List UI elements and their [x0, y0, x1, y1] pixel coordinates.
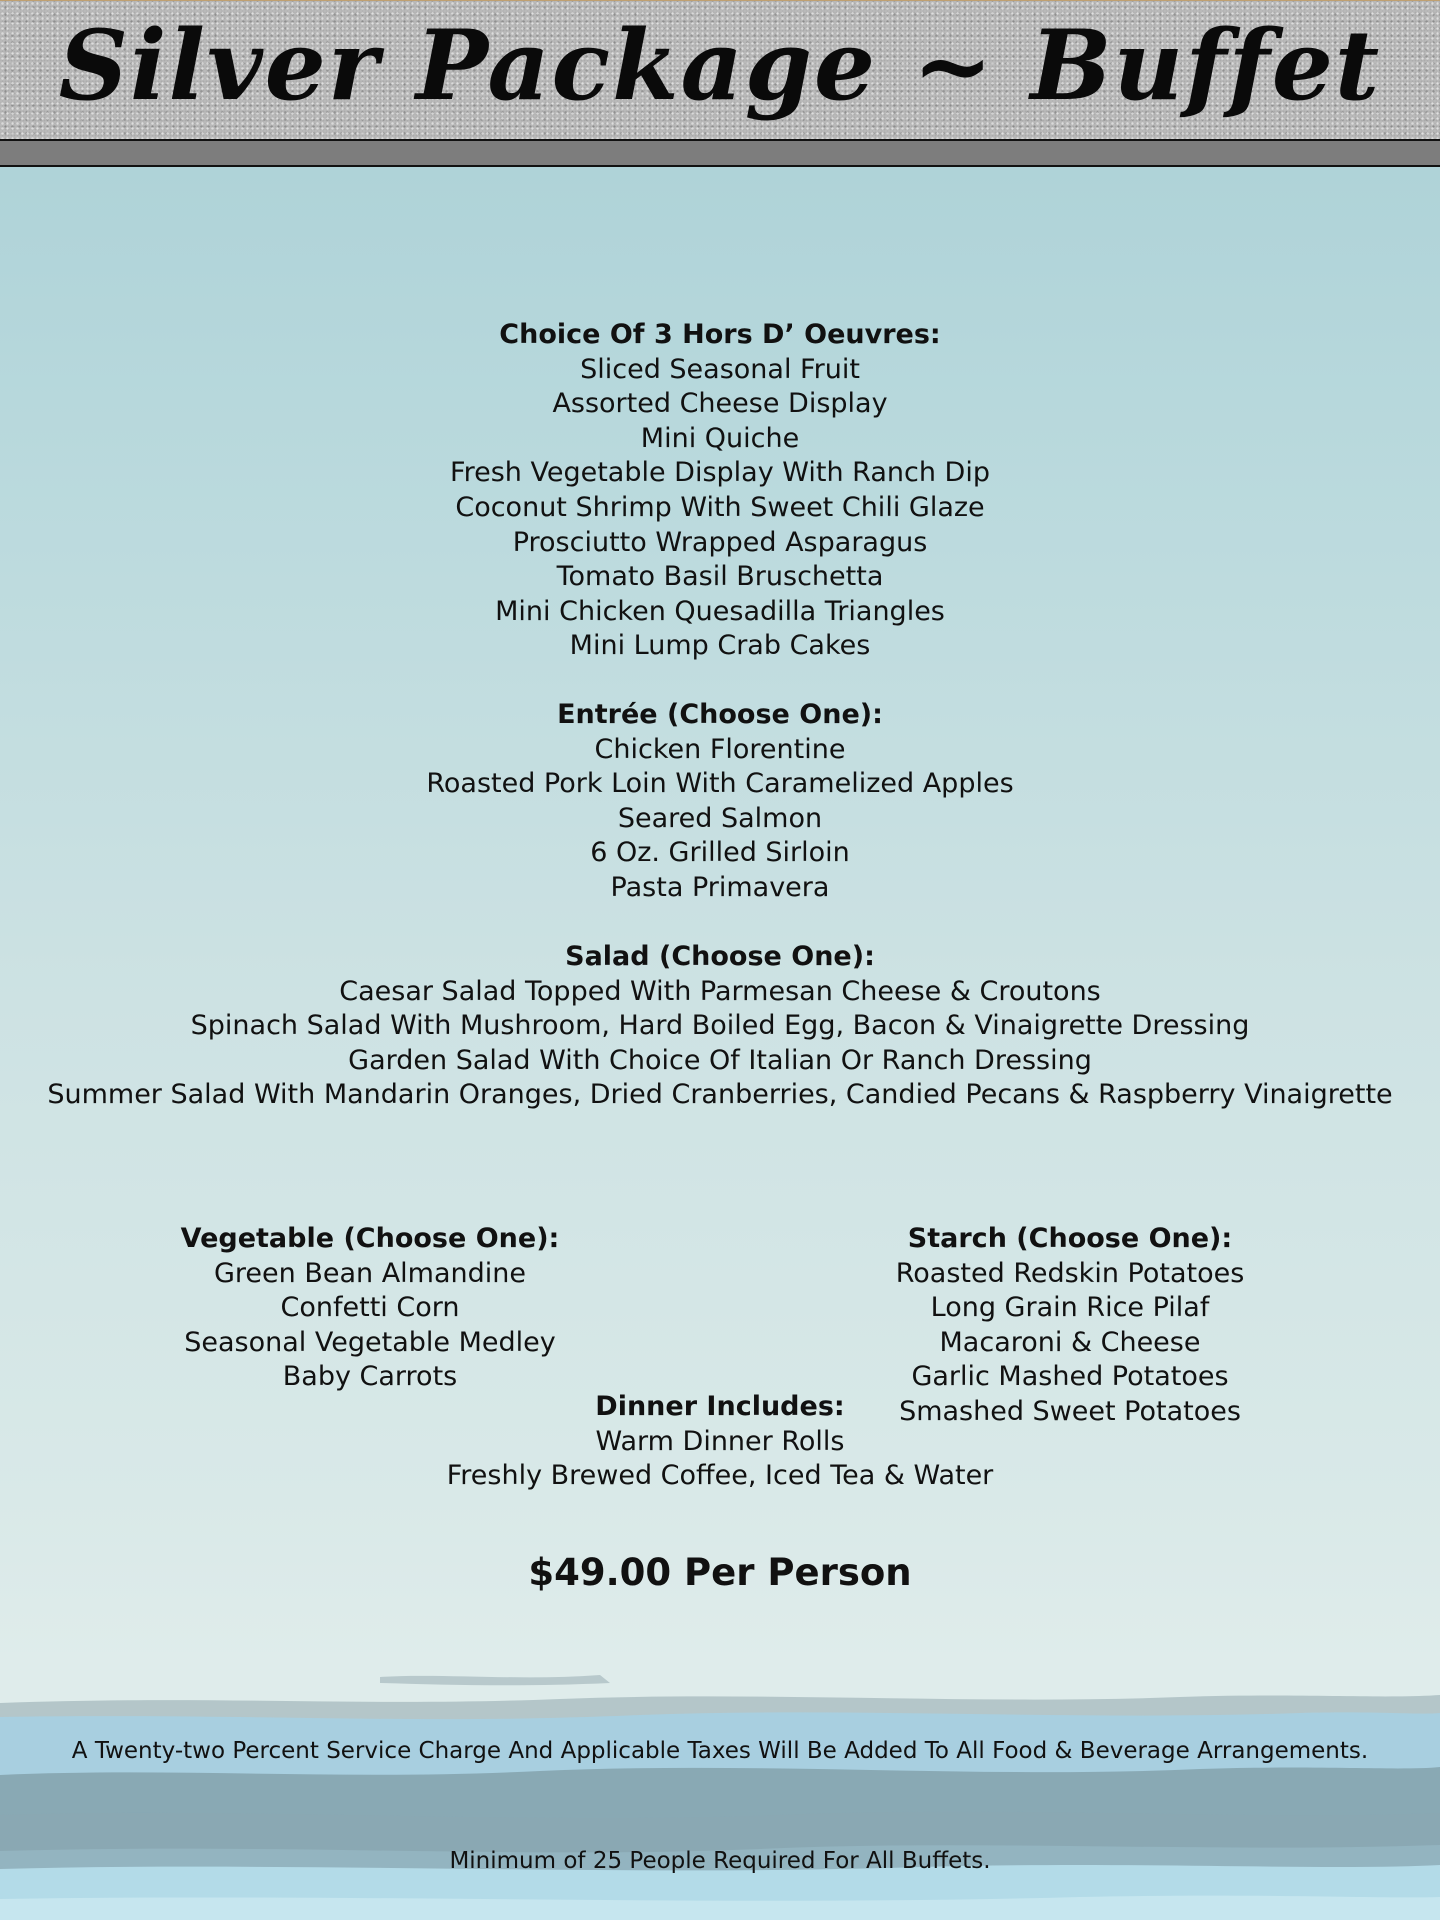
menu-item: Summer Salad With Mandarin Oranges, Dried Cranberries, Candied Pecans & Raspberry Vinaigrette: [47, 1079, 1393, 1111]
salad-heading: Salad (Choose One):: [565, 941, 875, 972]
menu-item: Mini Quiche: [640, 422, 800, 454]
menu-item: Warm Dinner Rolls: [595, 1425, 845, 1457]
menu-item: Macaroni & Cheese: [939, 1326, 1201, 1358]
menu-item: Fresh Vegetable Display With Ranch Dip: [450, 457, 990, 489]
minimum-people-note: Minimum of 25 People Required For All Buffets.: [449, 1848, 991, 1874]
menu-item: Caesar Salad Topped With Parmesan Cheese & Croutons: [339, 975, 1101, 1007]
vegetable-section: [170, 1222, 570, 1395]
dinner-includes-heading: Dinner Includes:: [595, 1391, 845, 1422]
menu-item: Baby Carrots: [282, 1361, 458, 1393]
entree-heading: Entrée (Choose One):: [557, 699, 883, 730]
menu-item: Green Bean Almandine: [213, 1257, 527, 1289]
menu-item: Assorted Cheese Display: [552, 388, 888, 420]
menu-item: Seared Salmon: [617, 802, 823, 834]
menu-item: Prosciutto Wrapped Asparagus: [512, 526, 928, 558]
entree-section: [0, 698, 1440, 906]
menu-item: Spinach Salad With Mushroom, Hard Boiled Egg, Bacon & Vinaigrette Dressing: [190, 1010, 1250, 1042]
watercolor-wave-decoration: [0, 1655, 1440, 1920]
menu-item: Sliced Seasonal Fruit: [580, 353, 860, 385]
menu-item: Chicken Florentine: [594, 733, 846, 765]
menu-item: Garden Salad With Choice Of Italian Or Ranch Dressing: [348, 1044, 1092, 1076]
header-divider-bar: [0, 139, 1440, 167]
menu-item: Coconut Shrimp With Sweet Chili Glaze: [455, 491, 985, 523]
vegetable-heading: Vegetable (Choose One):: [180, 1223, 560, 1254]
menu-item: Roasted Pork Loin With Caramelized Apples: [426, 768, 1014, 800]
menu-item: 6 Oz. Grilled Sirloin: [590, 837, 850, 869]
menu-item: Mini Lump Crab Cakes: [569, 630, 871, 662]
menu-item: Confetti Corn: [280, 1292, 460, 1324]
salad-section: [0, 940, 1440, 1113]
menu-item: Long Grain Rice Pilaf: [930, 1292, 1210, 1324]
hors-doeuvres-heading: Choice Of 3 Hors D’ Oeuvres:: [499, 319, 941, 350]
menu-item: Roasted Redskin Potatoes: [895, 1257, 1245, 1289]
menu-item: Seasonal Vegetable Medley: [184, 1326, 556, 1358]
menu-item: Pasta Primavera: [610, 871, 830, 903]
menu-item: Smashed Sweet Potatoes: [899, 1395, 1241, 1427]
service-charge-note: A Twenty-two Percent Service Charge And Applicable Taxes Will Be Added To All Food & Beverage Arrangements.: [71, 1738, 1369, 1764]
price-per-person: $49.00 Per Person: [528, 1551, 912, 1594]
hors-doeuvres-section: [0, 318, 1440, 664]
page-title: Silver Package ~ Buffet: [58, 9, 1382, 122]
menu-item: Freshly Brewed Coffee, Iced Tea & Water: [446, 1460, 994, 1492]
menu-item: Tomato Basil Bruschetta: [556, 561, 884, 593]
header-banner: [0, 0, 1440, 139]
starch-heading: Starch (Choose One):: [907, 1223, 1233, 1254]
dinner-includes-section: [0, 1390, 1440, 1494]
menu-item: Mini Chicken Quesadilla Triangles: [495, 595, 945, 627]
menu-item: Garlic Mashed Potatoes: [911, 1361, 1229, 1393]
